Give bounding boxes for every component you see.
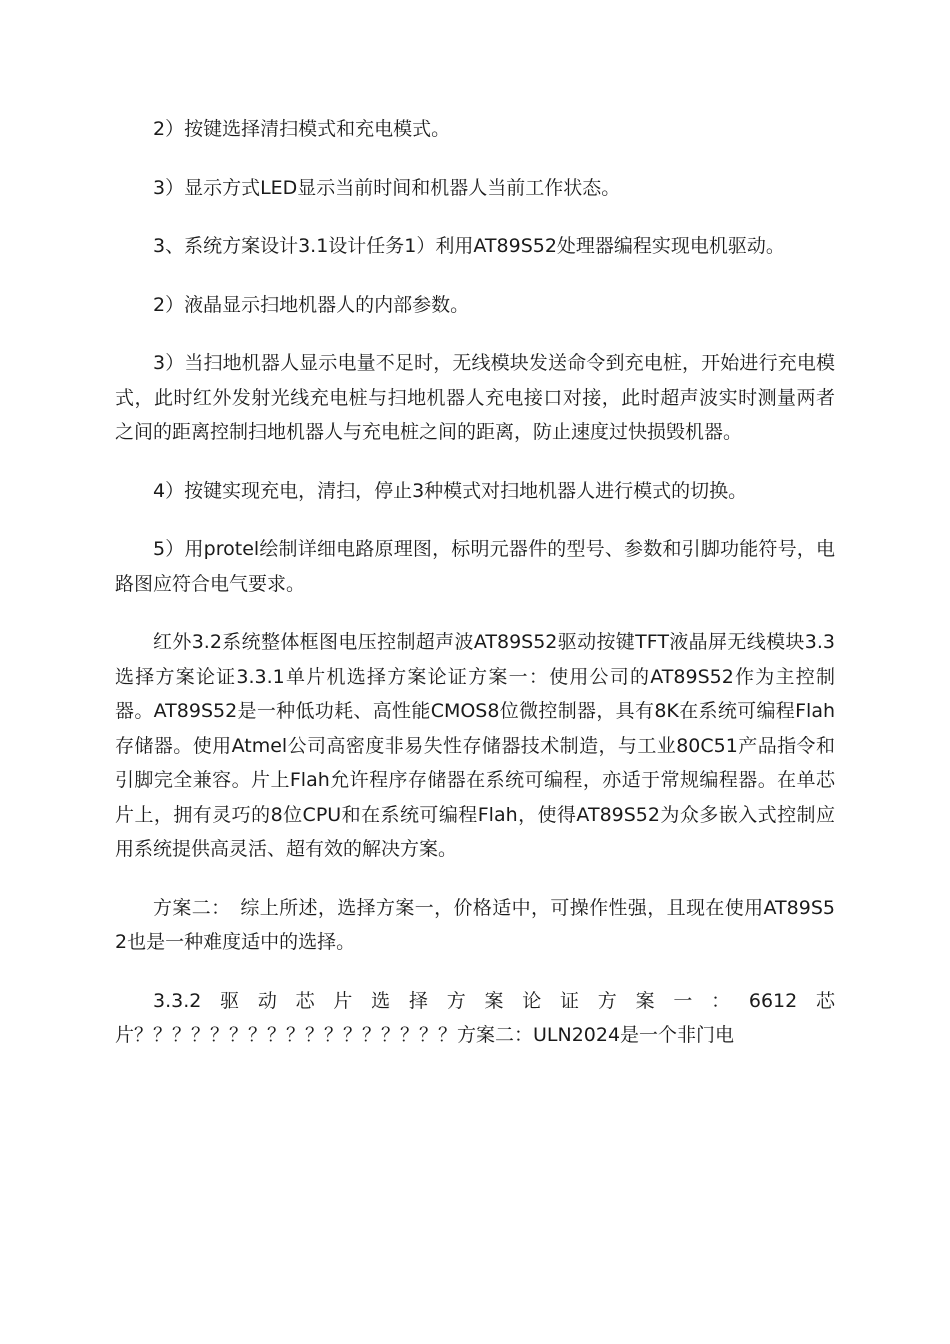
paragraph-driver-chip: 3.3.2驱动芯片选择方案论证方案一：6612芯片？？？？？？？？？？？？？？？？？方案二：ULN2024是一个非门电 (115, 989, 835, 1046)
paragraph-led-display: 3）显示方式LED显示当前时间和机器人当前工作状态。 (153, 176, 621, 199)
paragraph-lcd-params: 2）液晶显示扫地机器人的内部参数。 (153, 293, 470, 316)
paragraph-charging: 3）当扫地机器人显示电量不足时，无线模块发送命令到充电桩，开始进行充电模式，此时红外发射光线充电桩与扫地机器人充电接口对接，此时超声波实时测量两者之间的距离控制扫地机器人与充电桩之间的距离，防止速度过快损毁机器。 (115, 352, 835, 443)
paragraph-key-modes: 2）按键选择清扫模式和充电模式。 (153, 118, 451, 140)
paragraph-plan-two: 方案二： 综上所述，选择方案一，价格适中，可操作性强，且现在使用AT89S52也是一种难度适中的选择。 (115, 896, 835, 953)
paragraph-mcu-selection: 红外3.2系统整体框图电压控制超声波AT89S52驱动按键TFT液晶屏无线模块3.3选择方案论证3.3.1单片机选择方案论证方案一：使用公司的AT89S52作为主控制器。AT89S52是一种低功耗、高性能CMOS8位微控制器，具有8K在系统可编程Flah存储器。使用Atmel公司高密度非易失性存储器技术制造，与工业80C51产品指令和引脚完全兼容。片上Flah允许程序存储器在系统可编程，亦适于常规编程器。在单芯片上，拥有灵巧的8位CPU和在系统可编程Flah，使得AT89S52为众多嵌入式控制应用系统提供高灵活、超有效的解决方案。 (115, 631, 835, 860)
paragraph-mode-switch: 4）按键实现充电，清扫，停止3种模式对扫地机器人进行模式的切换。 (153, 479, 748, 502)
document-body (115, 112, 835, 1077)
paragraph-design-task: 3、系统方案设计3.1设计任务1）利用AT89S52处理器编程实现电机驱动。 (153, 235, 785, 257)
paragraph-protel: 5）用protel绘制详细电路原理图，标明元器件的型号、参数和引脚功能符号，电路图应符合电气要求。 (115, 538, 835, 595)
